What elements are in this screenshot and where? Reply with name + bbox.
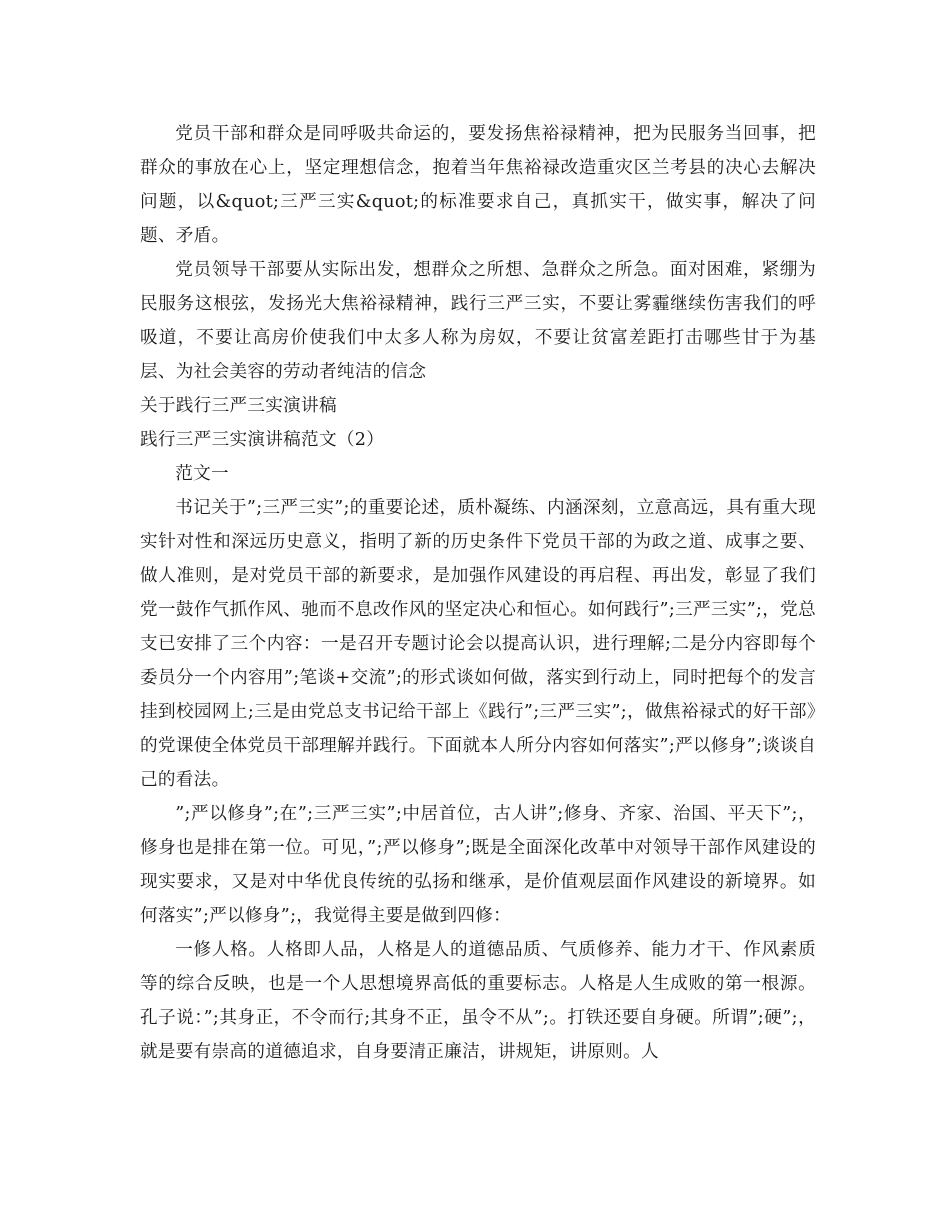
paragraph-4: ”;严以修身”;在”;三严三实”;中居首位，古人讲”;修身、齐家、治国、平天下”;，修身也是排在第一位。可见，”;严以修身”;既是全面深化改革中对领导干部作风建设的现实要求，又是对中华优良传统的弘扬和继承，是价值观层面作风建设的新境界。如何落实”;严以修身”;，我觉得主要是做到四修： xyxy=(140,804,816,926)
paragraph-5: 一修人格。人格即人品，人格是人的道德品质、气质修养、能力才干、作风素质等的综合反映，也是一个人思想境界高低的重要标志。人格是人生成败的第一根源。孔子说：”;其身正，不令而行;其身不正，虽令不从”;。打铁还要自身硬。所谓”;硬”;，就是要有崇高的道德追求，自身要清正廉洁，讲规矩，讲原则。人 xyxy=(140,940,816,1062)
section-heading: 关于践行三严三实演讲稿 xyxy=(140,396,337,416)
paragraph-2: 党员领导干部要从实际出发，想群众之所想、急群众之所急。面对困难，紧绷为民服务这根弦，发扬光大焦裕禄精神，践行三严三实，不要让雾霾继续伤害我们的呼吸道，不要让高房价使我们中太多人称为房奴，不要让贫富差距打击哪些甘于为基层、为社会美容的劳动者纯洁的信念 xyxy=(140,260,816,382)
section-subheading: 践行三严三实演讲稿范文（2） xyxy=(140,430,385,450)
document-body xyxy=(140,117,816,1069)
paragraph-3: 书记关于”;三严三实”;的重要论述，质朴凝练、内涵深刻，立意高远，具有重大现实针对性和深远历史意义，指明了新的历史条件下党员干部的为政之道、成事之要、做人准则，是对党员干部的新要求，是加强作风建设的再启程、再出发，彰显了我们党一鼓作气抓作风、驰而不息改作风的坚定决心和恒心。如何践行”;三严三实”;，党总支已安排了三个内容：一是召开专题讨论会以提高认识，进行理解;二是分内容即每个委员分一个内容用”;笔谈+交流”;的形式谈如何做，落实到行动上，同时把每个的发言挂到校园网上;三是由党总支书记给干部上《践行”;三严三实”;，做焦裕禄式的好干部》的党课使全体党员干部理解并践行。下面就本人所分内容如何落实”;严以修身”;谈谈自己的看法。 xyxy=(140,498,816,790)
paragraph-1: 党员干部和群众是同呼吸共命运的，要发扬焦裕禄精神，把为民服务当回事，把群众的事放在心上，坚定理想信念，抱着当年焦裕禄改造重灾区兰考县的决心去解决问题，以&quot;三严三实&quot;的标准要求自己，真抓实干，做实事，解决了问题、矛盾。 xyxy=(140,124,816,246)
sample-title: 范文一 xyxy=(175,464,229,484)
